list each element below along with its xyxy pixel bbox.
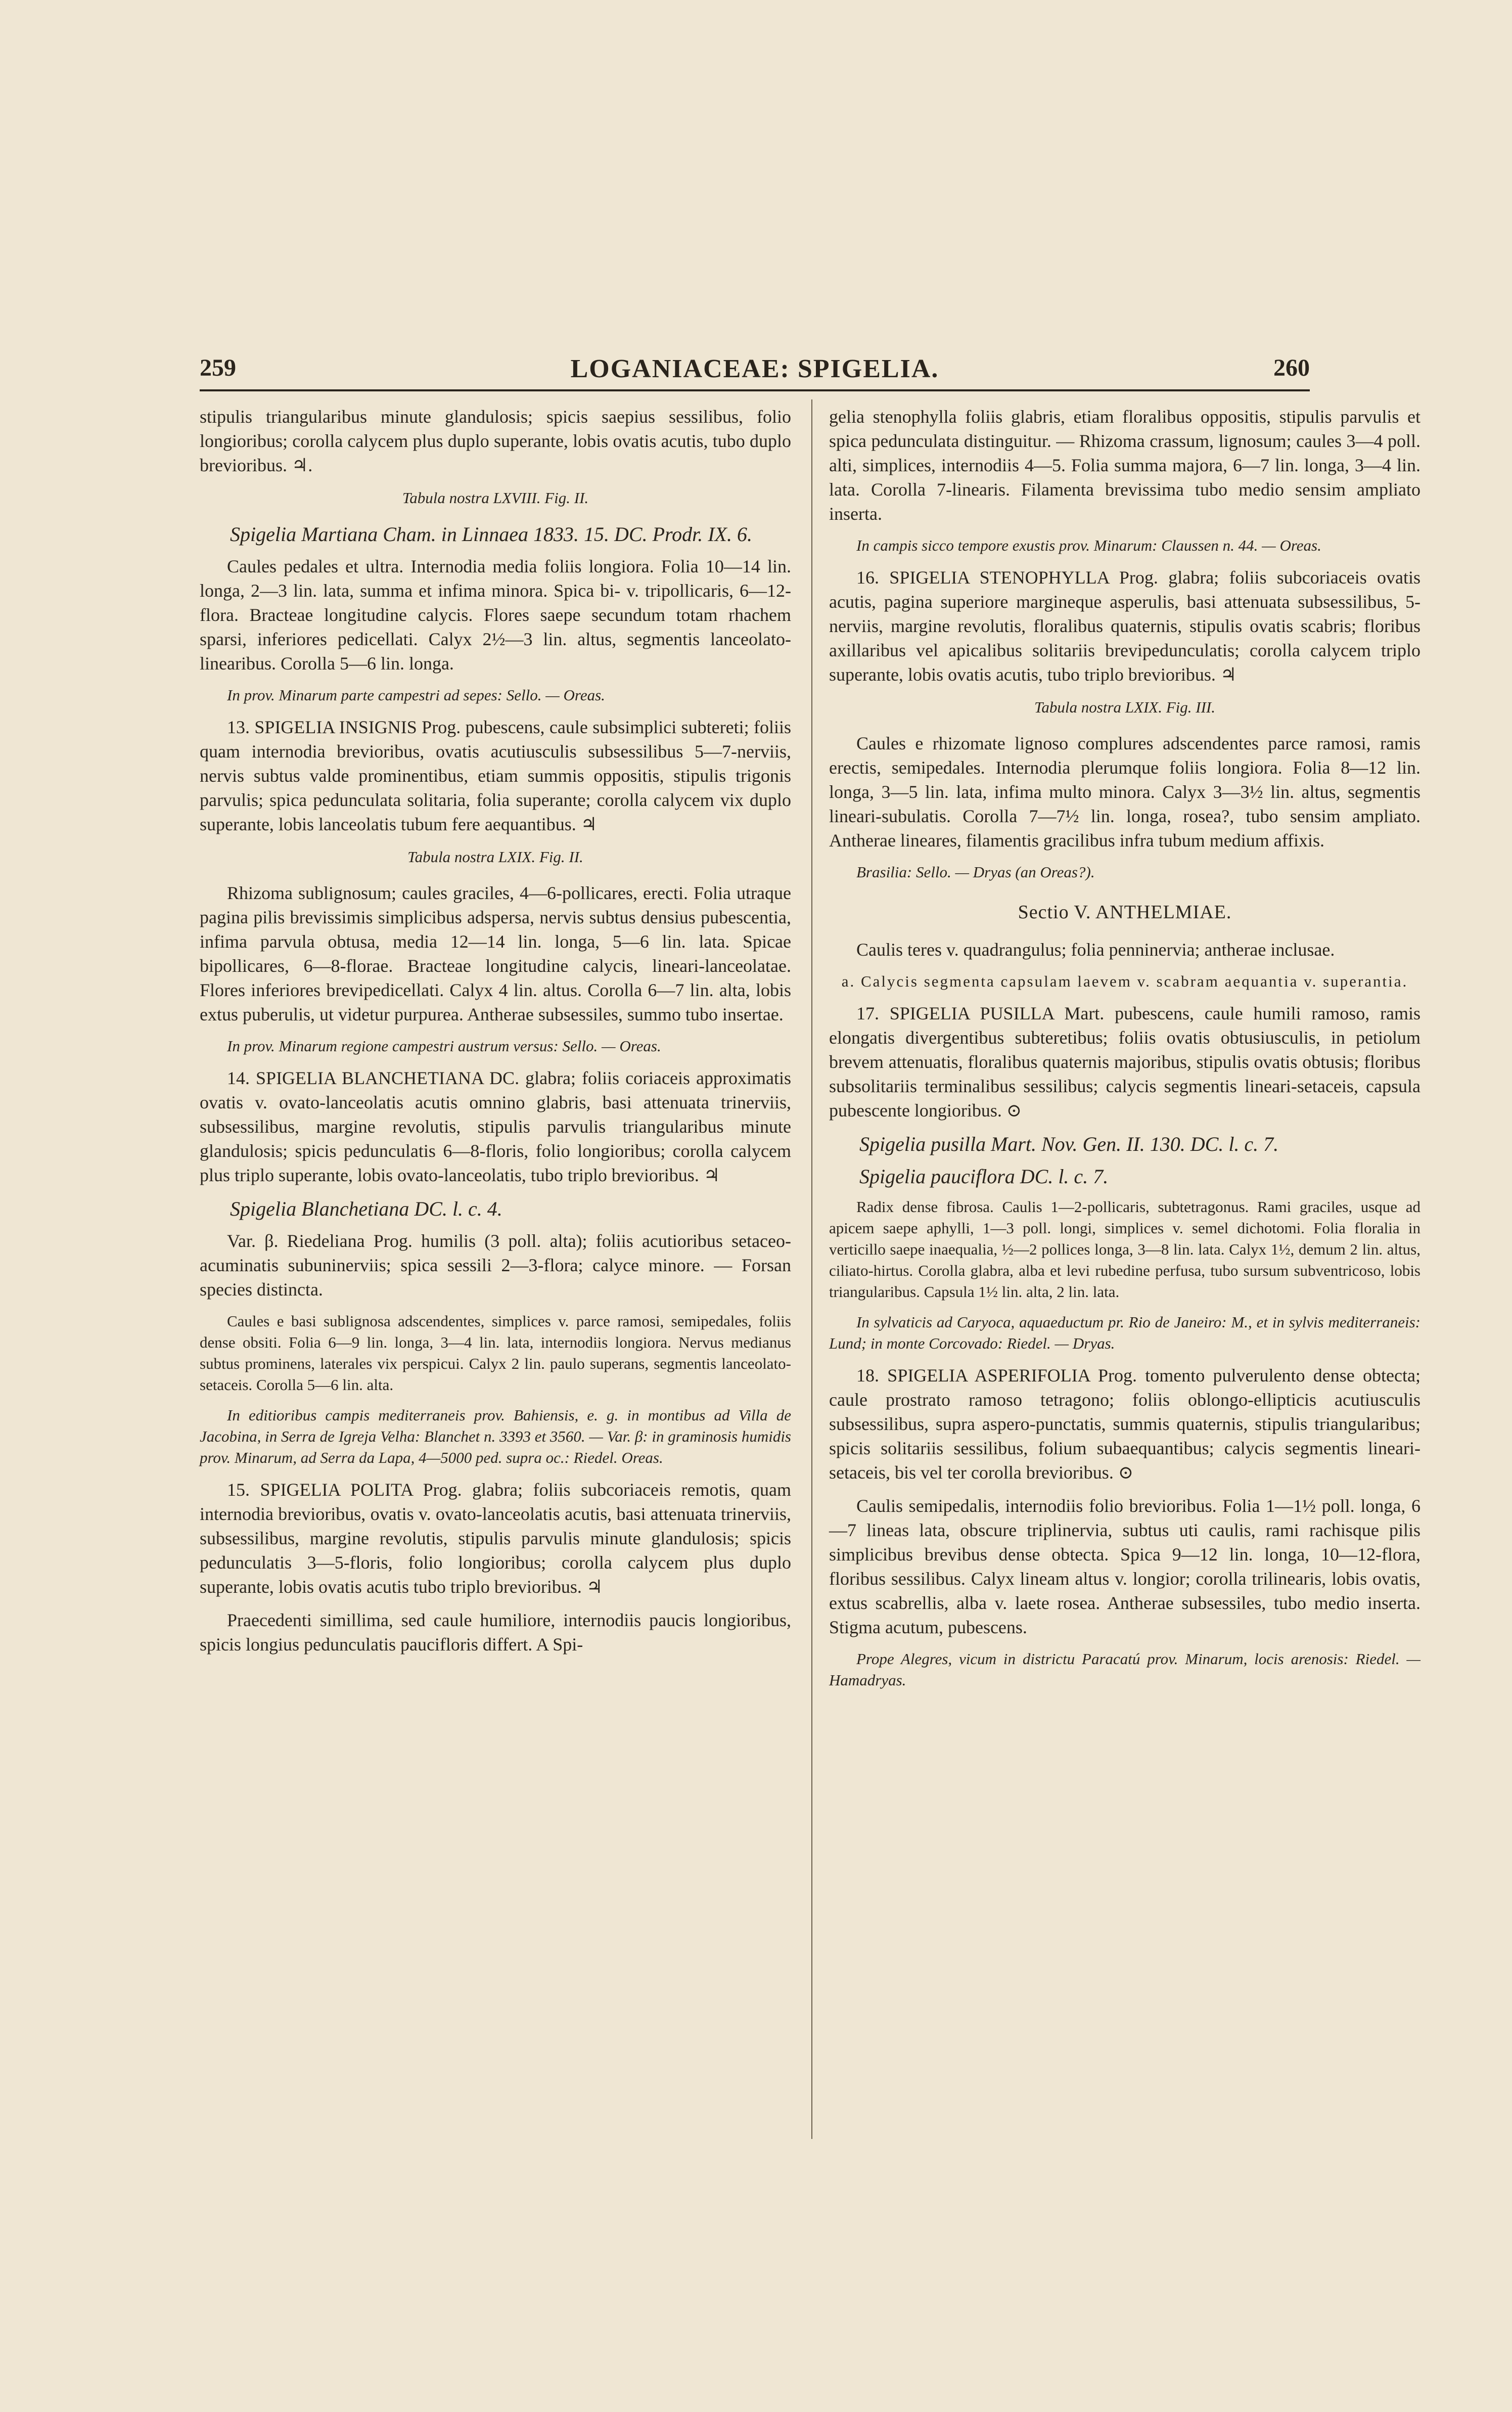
locality: In editioribus campis mediterraneis prov. Bahiensis, e. g. in montibus ad Villa de Jacobina, in Serra de Igreja Velha: Blanchet n. 3393 et 3560. — Var. β: in graminosis humidis prov. Minarum, ad Serra da Lapa, 4—5000 ped. supra oc.: Riedel. Oreas.	[200, 1406, 791, 1466]
right-column	[829, 405, 1421, 1700]
page-number-right: 260	[1273, 354, 1310, 381]
description: Caules pedales et ultra. Internodia media foliis longiora. Folia 10—14 lin. longa, 2—3 lin. lata, summa et infima minora. Spica bi- v. tripollicaris, 6—12-flora. Bracteae longitudine calycis. Flores saepe secundum totam rhachem sparsi, inferiores pedicellati. Calyx 2½—3 lin. altus, segmentis lanceolato-linearibus. Corolla 5—6 lin. longa.	[200, 556, 791, 674]
species-18: 18. SPIGELIA ASPERIFOLIA Prog. tomento pulverulento dense obtecta; caule prostrato ramoso tetragono; foliis oblongo-ellipticis acutiusculis subsessilibus, supra aspero-punctatis, summis quaternis, stipulis triangularibus; spicis solitariis sessilibus, folium subaequantibus; calycis segmentis lineari-setaceis, bis vel ter corolla brevioribus. ⊙	[829, 1365, 1421, 1483]
variety: Var. β. Riedeliana Prog. humilis (3 poll. alta); foliis acutioribus setaceo-acuminatis subuninerviis; spica sessili 2—3-flora; calyce minore. — Forsan species distincta.	[200, 1231, 791, 1300]
section-description: Caulis teres v. quadrangulus; folia penninervia; antherae inclusae.	[856, 940, 1335, 960]
species-15: 15. SPIGELIA POLITA Prog. glabra; foliis subcoriaceis remotis, quam internodia brevioribus, ovatis v. ovato-lanceolatis acutis, basi attenuata trinerviis, subsessilibus, margine revolutis, stipulis parvulis minute glandulosis; spicis pedunculatis 3—5-floris, folio longioribus; corolla calycem plus duplo superante, lobis ovatis acutis tubo triplo brevioribus. ♃	[200, 1480, 791, 1597]
description: Caules e basi sublignosa adscendentes, simplices v. parce ramosi, semipedales, foliis dense obsiti. Folia 6—9 lin. longa, 3—4 lin. lata, internodiis longiora. Nervus medianus subtus prominens, laterales vix perspicui. Calyx 2 lin. paulo superans, segmentis lanceolato-setaceis. Corolla 5—6 lin. alta.	[200, 1312, 791, 1394]
paragraph: stipulis triangularibus minute glandulosis; spicis saepius sessilibus, folio longioribus; corolla calycem plus duplo superante, lobis ovatis acutis, tubo duplo brevioribus. ♃.	[200, 407, 791, 475]
species-17: 17. SPIGELIA PUSILLA Mart. pubescens, caule humili ramoso, ramis elongatis divergentibus subteretibus; foliis ovatis obtusiusculis, in petiolum brevem attenuatis, floralibus quaternis majoribus, stipulis ovatis obtusis; floribus subsolitariis terminalibus sessilibus; calycis segmentis lineari-setaceis, capsula pubescente longioribus. ⊙	[829, 1003, 1421, 1121]
species-13: 13. SPIGELIA INSIGNIS Prog. pubescens, caule subsimplici subtereti; foliis quam internodia brevioribus, ovatis acutiusculis subsessilibus 5—7-nerviis, nervis subtus valde prominentibus, etiam summis oppositis, stipulis trigonis parvulis; spica pedunculata solitaria, folia superante; corolla calycem vix duplo superante, lobis lanceolatis tubum fere aequantibus. ♃	[200, 717, 791, 834]
locality: In prov. Minarum parte campestri ad sepes: Sello. — Oreas.	[227, 686, 605, 704]
species-14: 14. SPIGELIA BLANCHETIANA DC. glabra; foliis coriaceis approximatis ovatis v. ovato-lanceolatis acutis omnino glabris, basi attenuata trinerviis, subsessilibus, margine revolutis, stipulis parvulis triangularibus minute glandulosis; spicis pedunculatis 6—8-floris, folio longioribus; corolla calycem plus triplo superante, lobis ovato-lanceolatis, tubo triplo brevioribus. ♃	[200, 1068, 791, 1185]
species-16: 16. SPIGELIA STENOPHYLLA Prog. glabra; foliis subcoriaceis ovatis acutis, pagina superiore margineque asperulis, basi attenuata subsessilibus, 5-nerviis, margine revolutis, floralibus quaternis, stipulis ovatis scabris; floribus axillaribus vel apicalibus solitariis brevipedunculatis; corolla calycem triplo superante, lobis ovatis acutis, tubo triplo brevioribus. ♃	[829, 567, 1421, 685]
description: Caulis semipedalis, internodiis folio brevioribus. Folia 1—1½ poll. longa, 6—7 lineas lata, obscure triplinervia, subtus uti caulis, rami rachisque pilis simplicibus brevibus dense obtecta. Spica 9—12 lin. longa, 10—12-flora, floribus sessilibus. Calyx lineam altus v. longior; corolla trilinearis, lobis ovatis, extus scabrellis, alba v. laete rosea. Antherae subsessiles, tubo medio inserta. Stigma acutum, pubescens.	[829, 1496, 1421, 1637]
subdivision-heading: a. Calycis segmenta capsulam laevem v. scabram aequantia v. superantia.	[841, 972, 1408, 990]
paragraph: gelia stenophylla foliis glabris, etiam floralibus oppositis, stipulis parvulis et spica pedunculata distinguitur. — Rhizoma crassum, lignosum; caules 3—4 poll. alti, simplices, internodiis 4—5. Folia summa majora, 6—7 lin. longa, 3—4 lin. lata. Corolla 7-linearis. Filamenta brevissima tubo medio sensim ampliato inserta.	[829, 407, 1421, 524]
left-column	[200, 405, 791, 1666]
locality: In campis sicco tempore exustis prov. Minarum: Claussen n. 44. — Oreas.	[856, 537, 1321, 554]
column-divider	[811, 399, 812, 2139]
synonym: Spigelia Blanchetiana DC. l. c. 4.	[230, 1197, 502, 1220]
locality: In prov. Minarum regione campestri austrum versus: Sello. — Oreas.	[227, 1037, 661, 1055]
locality: In sylvaticis ad Caryoca, aquaeductum pr. Rio de Janeiro: M., et in sylvis mediterraneis: Lund; in monte Corcovado: Riedel. — Dryas.	[829, 1313, 1421, 1352]
plate-reference: Tabula nostra LXIX. Fig. III.	[1034, 698, 1215, 716]
header-rule	[200, 389, 1310, 391]
plate-reference: Tabula nostra LXVIII. Fig. II.	[402, 489, 589, 507]
running-title: LOGANIACEAE: SPIGELIA.	[570, 354, 939, 383]
synonym: Spigelia pauciflora DC. l. c. 7.	[859, 1165, 1109, 1188]
page-header	[200, 354, 1310, 399]
locality: Prope Alegres, vicum in districtu Paracatú prov. Minarum, locis arenosis: Riedel. — Hamadryas.	[829, 1650, 1421, 1689]
synonym: Spigelia pusilla Mart. Nov. Gen. II. 130. DC. l. c. 7.	[859, 1133, 1279, 1155]
paragraph: Praecedenti simillima, sed caule humiliore, internodiis paucis longioribus, spicis longius pedunculatis paucifloris differt. A Spi-	[200, 1610, 791, 1655]
description: Radix dense fibrosa. Caulis 1—2-pollicaris, subtetragonus. Rami graciles, usque ad apicem saepe aphylli, 1—3 poll. longi, simplices v. semel dichotomi. Folia floralia in verticillo saepe inaequalia, ½—2 pollices longa, 3—8 lin. lata. Calyx 1½, demum 2 lin. altus, ciliato-hirtus. Corolla glabra, alba et levi rubedine perfusa, tubo sursum subventricoso, lobis triangularibus. Capsula 1½ lin. alta, 2 lin. lata.	[829, 1198, 1421, 1301]
description: Rhizoma sublignosum; caules graciles, 4—6-pollicares, erecti. Folia utraque pagina pilis brevissimis simplicibus adspersa, nervis subtus densius pubescentia, infima parvula obtusa, media 12—14 lin. longa, 5—6 lin. lata. Spicae bipollicares, 6—8-florae. Bracteae longitudine calycis, lineari-lanceolatae. Flores inferiores brevipedicellati. Calyx 4 lin. altus. Corolla 6—7 lin. alta, lobis extus puberulis, ut videtur purpurea. Antherae subsessiles, summo tubo insertae.	[200, 883, 791, 1024]
plate-reference: Tabula nostra LXIX. Fig. II.	[407, 848, 583, 866]
page-number-left: 259	[200, 354, 236, 381]
locality: Brasilia: Sello. — Dryas (an Oreas?).	[856, 863, 1095, 881]
synonym: Spigelia Martiana Cham. in Linnaea 1833. 15. DC. Prodr. IX. 6.	[230, 523, 752, 546]
description: Caules e rhizomate lignoso complures adscendentes parce ramosi, ramis erectis, semipedales. Internodia plerumque foliis longiora. Folia 8—12 lin. longa, 3—5 lin. lata, infima multo minora. Calyx 3—3½ lin. altus, segmentis lineari-subulatis. Corolla 7—7½ lin. longa, rosea?, tubo sensim ampliato. Antherae lineares, filamentis gracilibus infra tubum medium affixis.	[829, 733, 1421, 851]
section-heading: Sectio V. ANTHELMIAE.	[1018, 902, 1232, 923]
